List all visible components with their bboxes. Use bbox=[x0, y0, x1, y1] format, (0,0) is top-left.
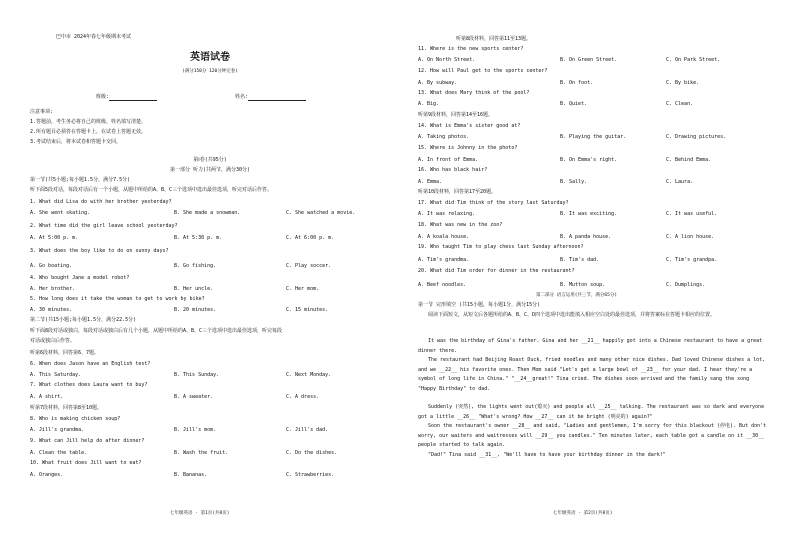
option-b: B. Quiet. bbox=[560, 101, 588, 107]
name-label: 姓名: bbox=[235, 94, 249, 100]
option-c: C. Next Monday. bbox=[286, 372, 332, 378]
option-a: A. It was relaxing. bbox=[418, 211, 476, 217]
question-text: 13. What does Mary think of the pool? bbox=[418, 90, 530, 96]
question-text: 7. What clothes does Laura want to buy? bbox=[30, 382, 148, 388]
option-c: C. By bike. bbox=[666, 80, 700, 86]
option-c: C. A dress. bbox=[286, 394, 320, 400]
question-text: 17. What did Tim think of the story last Saturday? bbox=[418, 200, 569, 206]
question-text: 14. What is Emma's sister good at? bbox=[418, 123, 521, 129]
listening-prompt: 听第7段材料，回答第8至10题。 bbox=[30, 405, 103, 411]
option-a: A. Big. bbox=[418, 101, 440, 107]
section-instructions: 听下面5段对话，每段对话后有一个小题，从题中所给的A、B、C三个选项中选出最佳选项，听完对话后作答。 bbox=[30, 187, 273, 193]
page-title: 英语试卷 bbox=[190, 52, 230, 63]
volume-heading: 第Ⅰ卷(共95分) bbox=[193, 157, 227, 163]
option-b: B. Mutton soup. bbox=[560, 282, 606, 288]
listening-prompt: 听第8段材料，回答第11至13题。 bbox=[456, 36, 532, 42]
option-c: C. At 6:00 p. m. bbox=[286, 235, 335, 241]
question-text: 8. Who is making chicken soup? bbox=[30, 416, 121, 422]
exam-header: 巴中市 2024年春七年级期末考试 bbox=[56, 34, 132, 40]
option-b: B. Sally. bbox=[560, 179, 588, 185]
question-text: 19. Who taught Tim to play chess last Sunday afternoon? bbox=[418, 244, 584, 250]
right-page bbox=[418, 0, 768, 546]
passage-paragraph: The restaurant had Beijing Roast Duck, fried noodles and many other nice dishes. Dad loved Chinese dishes a lot, and we __22__ his favorite ones. Then Mom said "Let's get a large bowl of __23__ for your dad. I hear they're a symbol of long life in China." "__24__great!" Tina cried. The dishes soon arrived and the family sang the song "Happy Birthday" to dad. bbox=[418, 357, 766, 392]
listening-prompt: 听第9段材料，回答第14至16题。 bbox=[418, 112, 494, 118]
question-text: 5. How long does it take the woman to get to work by bike? bbox=[30, 296, 205, 302]
option-a: A. 30 minutes. bbox=[30, 307, 73, 313]
option-b: B. On foot. bbox=[560, 80, 594, 86]
option-b: B. A sweater. bbox=[174, 394, 214, 400]
class-label: 班级: bbox=[96, 94, 110, 100]
passage-paragraph: Suddenly (突然), the lights went out(熄灭) and people all __25__ talking. The restaurant was so dark and everyone got a little __26__ "What's wrong? How __27__ can it be bright (明亮的) again?" bbox=[418, 404, 765, 420]
option-a: A. This Saturday. bbox=[30, 372, 82, 378]
option-c: C. Play soccer. bbox=[286, 263, 332, 269]
option-a: A. She went skating. bbox=[30, 210, 91, 216]
part-heading: 第一部分 听力(共两节，满分30分) bbox=[169, 167, 251, 173]
option-a: A. Emma. bbox=[418, 179, 443, 185]
option-b: B. Her uncle. bbox=[174, 286, 214, 292]
option-c: C. Dumplings. bbox=[666, 282, 706, 288]
part-heading: 第二部分 语言运用(共三节，满分65分) bbox=[536, 293, 618, 298]
note-item: 3.考试结束后，将本试卷和答题卡交回。 bbox=[30, 139, 122, 145]
option-a: A. Taking photos. bbox=[418, 134, 470, 140]
page-subtitle: (满分150分 120分钟完卷) bbox=[182, 69, 238, 74]
option-b: B. A panda house. bbox=[560, 234, 612, 240]
option-c: C. Behind Emma. bbox=[666, 157, 712, 163]
class-field bbox=[96, 94, 157, 101]
option-c: C. Jill's dad. bbox=[286, 427, 329, 433]
option-b: B. Go fishing. bbox=[174, 263, 217, 269]
section-heading: 第一节(共5小题;每小题1.5分，满分7.5分) bbox=[30, 177, 131, 183]
section-instructions: 听下面8段对话或独白，每段对话或独白后有几个小题，从题中所给的A、B、C三个选项中选出最佳选项，听完每段 bbox=[30, 328, 283, 334]
option-b: B. At 5:30 p. m. bbox=[174, 235, 223, 241]
option-a: A. A koala house. bbox=[418, 234, 470, 240]
option-b: B. Wash the fruit. bbox=[174, 450, 229, 456]
option-b: B. On Emma's right. bbox=[560, 157, 618, 163]
option-c: C. It was useful. bbox=[666, 211, 718, 217]
option-c: C. She watched a movie. bbox=[286, 210, 356, 216]
question-text: 3. What does the boy like to do on sunny days? bbox=[30, 248, 169, 254]
question-text: 15. Where is Johnny in the photo? bbox=[418, 145, 518, 151]
option-a: A. Her brother. bbox=[30, 286, 76, 292]
option-a: A. At 5:00 p. m. bbox=[30, 235, 79, 241]
option-b: B. Jill's mom. bbox=[174, 427, 217, 433]
option-a: A. On North Street. bbox=[418, 57, 476, 63]
question-text: 6. When does Jason have an English test? bbox=[30, 361, 151, 367]
listening-prompt: 听第6段材料，回答第6、7题。 bbox=[30, 350, 100, 356]
question-text: 4. Who bought Jane a model robot? bbox=[30, 275, 130, 281]
question-text: 11. Where is the new sports center? bbox=[418, 46, 524, 52]
option-a: A. Beef noodles. bbox=[418, 282, 467, 288]
note-item: 2.所有题目必须答在答题卡上，在试卷上答题无效。 bbox=[30, 129, 147, 135]
section-instructions: 阅读下面短文，从短文后各题所给的A、B、C、D四个选项中选出能填入相应空白处的最佳选项，并将答案标在答题卡相应的位置。 bbox=[428, 312, 716, 318]
question-text: 16. Who has black hair? bbox=[418, 167, 488, 173]
question-text: 12. How will Paul get to the sports center? bbox=[418, 68, 548, 74]
option-a: A. By subway. bbox=[418, 80, 458, 86]
passage-paragraph: It was the birthday of Gina's father. Gina and her __21__ happily got into a Chinese restaurant to have a great dinner there. bbox=[418, 338, 763, 354]
page-footer: 七年级英语 · 第2页(共8页) bbox=[553, 511, 613, 516]
name-field bbox=[235, 94, 306, 101]
section-heading: 第一节 完形填空 (共15小题，每小题1分，满分15分) bbox=[418, 302, 541, 308]
option-b: B. Tim's dad. bbox=[560, 257, 600, 263]
page-footer: 七年级英语 · 第1页(共8页) bbox=[170, 511, 230, 516]
option-c: C. Tim's grandpa. bbox=[666, 257, 718, 263]
question-text: 1. What did Lisa do with her brother yesterday? bbox=[30, 199, 172, 205]
option-b: B. 20 minutes. bbox=[174, 307, 217, 313]
option-a: A. A shirt. bbox=[30, 394, 64, 400]
option-a: A. Jill's grandma. bbox=[30, 427, 85, 433]
option-c: C. Clean. bbox=[666, 101, 694, 107]
passage-paragraph: Soon the restaurant's owner __28__ and said, "Ladies and gentlemen, I'm sorry for this blackout (停电). But don't worry, our waiters and waitresses will __29__ you candles." Ten minutes later, each table got a candle on it __30__ people started to talk again. bbox=[418, 423, 767, 448]
option-c: C. 15 minutes. bbox=[286, 307, 329, 313]
listening-prompt: 听第10段材料，回答第17至20题。 bbox=[418, 189, 497, 195]
option-b: B. Bananas. bbox=[174, 472, 208, 478]
question-text: 9. What can Jill help do after dinner? bbox=[30, 438, 145, 444]
option-a: A. Go boating. bbox=[30, 263, 73, 269]
note-item: 1.答题前，考生务必将自己的班级、姓名填写清楚。 bbox=[30, 119, 147, 125]
option-b: B. She made a snowman. bbox=[174, 210, 241, 216]
question-text: 20. What did Tim order for dinner in the restaurant? bbox=[418, 268, 575, 274]
section-heading: 第二节(共15小题;每小题1.5分，满分22.5分) bbox=[30, 317, 137, 323]
option-a: A. Oranges. bbox=[30, 472, 64, 478]
option-c: C. Strawberries. bbox=[286, 472, 335, 478]
option-c: C. A lion house. bbox=[666, 234, 715, 240]
option-b: B. This Sunday. bbox=[174, 372, 220, 378]
option-b: B. It was exciting. bbox=[560, 211, 618, 217]
option-a: A. Clean the table. bbox=[30, 450, 88, 456]
question-text: 2. What time did the girl leave school yesterday? bbox=[30, 223, 178, 229]
left-page bbox=[30, 0, 390, 546]
question-text: 10. What fruit does Jill want to eat? bbox=[30, 460, 142, 466]
option-a: A. In front of Emma. bbox=[418, 157, 479, 163]
option-c: C. Her mom. bbox=[286, 286, 320, 292]
option-a: A. Tim's grandma. bbox=[418, 257, 470, 263]
passage-paragraph: "Dad!" Tina said __31__, "We'll have to have your birthday dinner in the dark!" bbox=[428, 452, 666, 458]
option-b: B. Playing the guitar. bbox=[560, 134, 627, 140]
option-c: C. On Park Street. bbox=[666, 57, 721, 63]
option-c: C. Drawing pictures. bbox=[666, 134, 727, 140]
question-text: 18. What was new in the zoo? bbox=[418, 222, 503, 228]
notes-title: 注意事项: bbox=[30, 109, 54, 115]
section-instructions: 对话或独白后作答。 bbox=[30, 338, 76, 344]
option-c: C. Do the dishes. bbox=[286, 450, 338, 456]
option-b: B. On Green Street. bbox=[560, 57, 618, 63]
option-c: C. Laura. bbox=[666, 179, 694, 185]
